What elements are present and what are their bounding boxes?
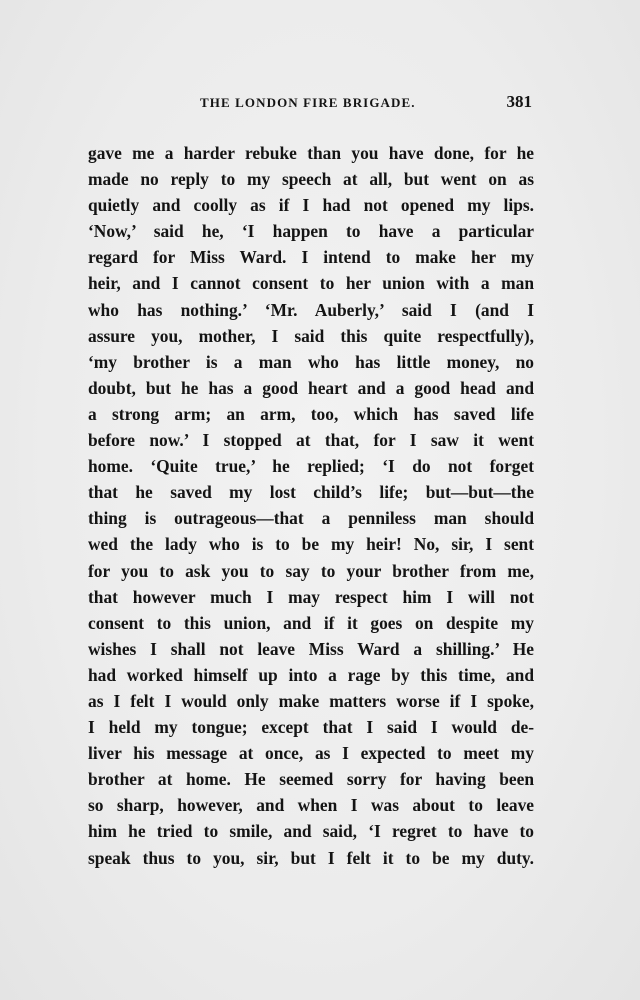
text-line: ‘Now,’ said he, ‘I happen to have a particular: [88, 221, 534, 242]
text-line: that however much I may respect him I will not: [88, 586, 534, 607]
text-line: I held my tongue; except that I said I would de-: [88, 717, 534, 738]
text-line: before now.’ I stopped at that, for I saw it went: [88, 430, 534, 451]
text-line: speak thus to you, sir, but I felt it to be my duty.: [88, 847, 534, 868]
text-line: quietly and coolly as if I had not opened my lips.: [88, 195, 534, 216]
body-text: [88, 140, 534, 871]
text-line: that he saved my lost child’s life; but—but—the: [88, 482, 534, 503]
text-line: as I felt I would only make matters worse if I spoke,: [88, 690, 534, 711]
text-line: gave me a harder rebuke than you have done, for he: [88, 143, 534, 163]
text-line: regard for Miss Ward. I intend to make her my: [88, 247, 534, 268]
page-header: [88, 93, 542, 117]
text-line: brother at home. He seemed sorry for having been: [88, 769, 534, 790]
text-line: thing is outrageous—that a penniless man should: [88, 508, 534, 529]
text-line: wed the lady who is to be my heir! No, sir, I sent: [88, 534, 534, 555]
text-line: made no reply to my speech at all, but went on as: [88, 169, 534, 190]
text-line: assure you, mother, I said this quite respectfully),: [88, 325, 534, 346]
text-line: so sharp, however, and when I was about to leave: [88, 795, 534, 816]
text-line: for you to ask you to say to your brother from me,: [88, 560, 534, 581]
text-line: him he tried to smile, and said, ‘I regret to have to: [88, 821, 534, 842]
text-line: consent to this union, and if it goes on despite my: [88, 612, 534, 633]
running-head: THE LONDON FIRE BRIGADE.: [200, 95, 416, 110]
text-line: a strong arm; an arm, too, which has saved life: [88, 403, 534, 424]
text-line: who has nothing.’ ‘Mr. Auberly,’ said I (and I: [88, 299, 534, 320]
page-number: 381: [506, 92, 532, 111]
text-line: wishes I shall not leave Miss Ward a shilling.’ He: [88, 638, 534, 659]
text-line: ‘my brother is a man who has little money, no: [88, 351, 534, 372]
text-line: doubt, but he has a good heart and a good head and: [88, 377, 534, 398]
text-line: home. ‘Quite true,’ he replied; ‘I do not forget: [88, 456, 534, 477]
text-line: had worked himself up into a rage by this time, and: [88, 664, 534, 685]
text-line: heir, and I cannot consent to her union with a man: [88, 273, 534, 294]
text-line: liver his message at once, as I expected to meet my: [88, 743, 534, 764]
